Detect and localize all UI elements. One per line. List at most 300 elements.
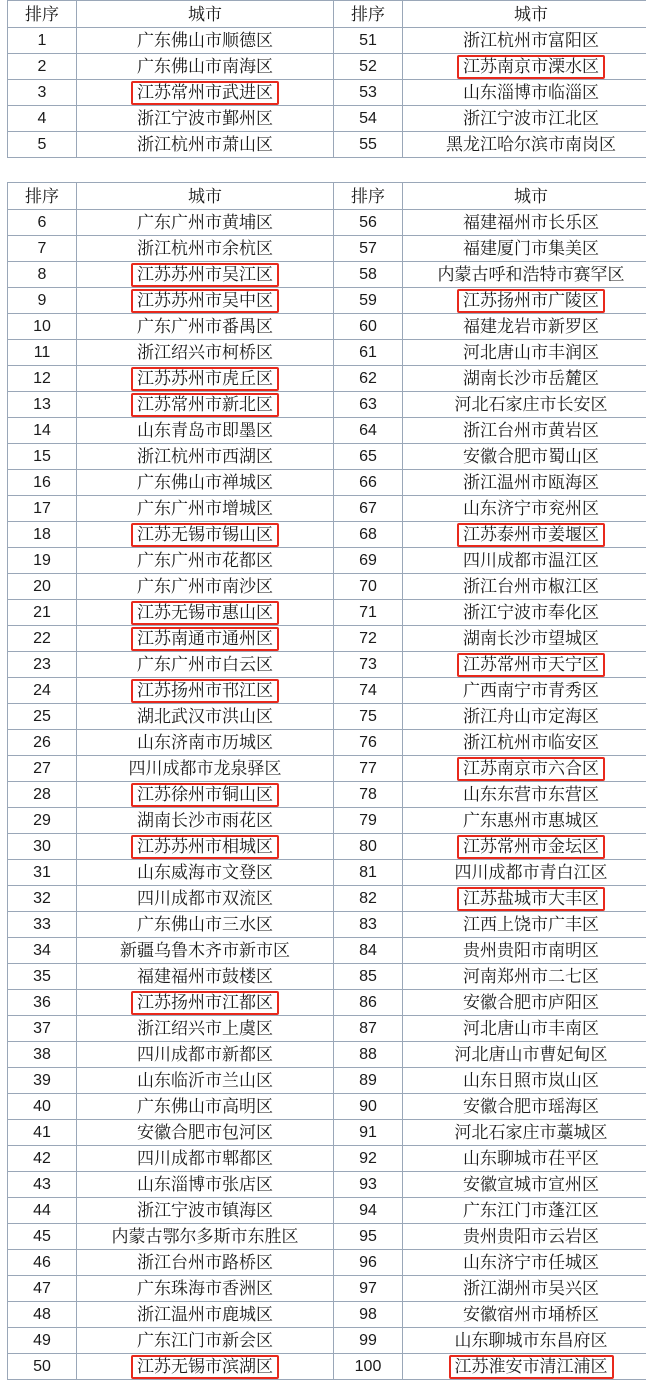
rank-right-value: 94 (355, 1200, 381, 1222)
rank-right-cell (334, 1068, 403, 1094)
rank-right-cell (334, 1172, 403, 1198)
rank-right-value: 71 (355, 602, 381, 624)
table-main-body (8, 183, 646, 1380)
city-right-value: 山东济宁市兖州区 (459, 498, 603, 520)
city-left-cell (77, 470, 334, 496)
table-row (8, 496, 646, 522)
city-right-cell (403, 1068, 646, 1094)
city-left-value: 广东广州市番禺区 (133, 316, 277, 338)
rank-left-cell (8, 1198, 77, 1224)
city-left-cell (77, 782, 334, 808)
city-left-cell (77, 938, 334, 964)
city-left-value-highlighted: 江苏南通市通州区 (131, 627, 279, 651)
city-right-value: 浙江湖州市吴兴区 (459, 1278, 603, 1300)
city-right-value-highlighted: 江苏淮安市清江浦区 (449, 1355, 614, 1379)
city-right-cell (403, 28, 646, 54)
rank-left-cell (8, 1146, 77, 1172)
rank-left-cell (8, 1016, 77, 1042)
table-row (8, 912, 646, 938)
city-left-value: 广东佛山市南海区 (133, 56, 277, 78)
rank-left-value: 42 (29, 1148, 55, 1170)
city-left-cell (77, 1068, 334, 1094)
city-left-value: 广东佛山市顺德区 (133, 30, 277, 52)
city-left-cell (77, 496, 334, 522)
city-right-cell (403, 626, 646, 652)
city-right-value: 浙江温州市瓯海区 (459, 472, 603, 494)
rank-left-cell (8, 652, 77, 678)
table-row (8, 1328, 646, 1354)
rank-left-cell (8, 886, 77, 912)
city-right-cell (403, 80, 646, 106)
city-left-value-highlighted: 江苏常州市新北区 (131, 393, 279, 417)
rank-left-value: 5 (34, 134, 51, 156)
table-row (8, 314, 646, 340)
rank-right-cell (334, 496, 403, 522)
city-right-value: 河北唐山市曹妃甸区 (451, 1044, 612, 1066)
city-right-value: 浙江台州市黄岩区 (459, 420, 603, 442)
rank-left-value: 27 (29, 758, 55, 780)
rank-right-cell (334, 808, 403, 834)
header-city-left: 城市 (77, 1, 334, 28)
rank-left-value: 34 (29, 940, 55, 962)
city-left-cell (77, 756, 334, 782)
table-row (8, 990, 646, 1016)
city-right-value: 广东江门市蓬江区 (459, 1200, 603, 1222)
rank-right-cell (334, 1120, 403, 1146)
rank-left-cell (8, 1120, 77, 1146)
rank-left-cell (8, 314, 77, 340)
city-right-value: 江西上饶市广丰区 (459, 914, 603, 936)
rank-right-cell (334, 106, 403, 132)
rank-left-value: 19 (29, 550, 55, 572)
rank-right-value: 61 (355, 342, 381, 364)
city-left-value: 浙江温州市鹿城区 (133, 1304, 277, 1326)
city-left-cell (77, 1042, 334, 1068)
table-row (8, 288, 646, 314)
city-right-value: 贵州贵阳市云岩区 (459, 1226, 603, 1248)
city-left-value: 内蒙古鄂尔多斯市东胜区 (108, 1226, 303, 1248)
rank-left-value: 7 (34, 238, 51, 260)
rank-right-value: 88 (355, 1044, 381, 1066)
city-right-cell (403, 1276, 646, 1302)
table-row (8, 964, 646, 990)
rank-right-value: 54 (355, 108, 381, 130)
header-city-right: 城市 (403, 183, 646, 210)
city-left-value: 广东广州市增城区 (133, 498, 277, 520)
rank-left-value: 25 (29, 706, 55, 728)
rank-left-cell (8, 860, 77, 886)
city-left-cell (77, 626, 334, 652)
rank-left-value: 45 (29, 1226, 55, 1248)
rank-right-cell (334, 1276, 403, 1302)
city-right-cell (403, 1146, 646, 1172)
city-right-cell (403, 1328, 646, 1354)
city-left-cell (77, 444, 334, 470)
rank-right-cell (334, 262, 403, 288)
city-right-cell (403, 886, 646, 912)
table-row (8, 1224, 646, 1250)
rank-right-value: 70 (355, 576, 381, 598)
city-right-value: 黑龙江哈尔滨市南岗区 (442, 134, 620, 156)
header-city-left: 城市 (77, 183, 334, 210)
rank-right-value: 72 (355, 628, 381, 650)
rank-right-value: 93 (355, 1174, 381, 1196)
city-left-cell (77, 600, 334, 626)
rank-right-value: 91 (355, 1122, 381, 1144)
rank-right-cell (334, 132, 403, 158)
rank-left-value: 31 (29, 862, 55, 884)
table-row (8, 756, 646, 782)
city-right-cell (403, 704, 646, 730)
city-left-cell (77, 288, 334, 314)
city-left-value: 山东淄博市张店区 (133, 1174, 277, 1196)
rank-right-cell (334, 314, 403, 340)
rank-right-value: 62 (355, 368, 381, 390)
rank-right-value: 68 (355, 524, 381, 546)
rank-right-cell (334, 1042, 403, 1068)
rank-left-value: 36 (29, 992, 55, 1014)
rank-right-value: 86 (355, 992, 381, 1014)
rank-left-cell (8, 1250, 77, 1276)
city-right-cell (403, 756, 646, 782)
table-row (8, 522, 646, 548)
city-left-value: 湖南长沙市雨花区 (133, 810, 277, 832)
city-right-value: 安徽合肥市庐阳区 (459, 992, 603, 1014)
rank-left-cell (8, 210, 77, 236)
city-left-value: 广东广州市南沙区 (133, 576, 277, 598)
rank-left-cell (8, 1042, 77, 1068)
rank-left-value: 17 (29, 498, 55, 520)
rank-right-cell (334, 470, 403, 496)
rank-right-value: 83 (355, 914, 381, 936)
table-row (8, 132, 646, 158)
rank-left-cell (8, 678, 77, 704)
rank-left-cell (8, 470, 77, 496)
city-right-cell (403, 912, 646, 938)
city-left-cell (77, 262, 334, 288)
table-row (8, 1302, 646, 1328)
table-row (8, 938, 646, 964)
city-right-value: 内蒙古呼和浩特市赛罕区 (434, 264, 629, 286)
city-right-cell (403, 834, 646, 860)
rank-right-value: 92 (355, 1148, 381, 1170)
city-left-cell (77, 366, 334, 392)
ranking-table-main (7, 182, 646, 1380)
table-row (8, 782, 646, 808)
city-right-value: 广东惠州市惠城区 (459, 810, 603, 832)
rank-right-cell (334, 418, 403, 444)
rank-right-value: 69 (355, 550, 381, 572)
rank-left-value: 11 (30, 342, 55, 364)
table-row (8, 1094, 646, 1120)
city-right-cell (403, 1172, 646, 1198)
rank-right-cell (334, 886, 403, 912)
rank-right-cell (334, 288, 403, 314)
table-row (8, 886, 646, 912)
rank-right-value: 97 (355, 1278, 381, 1300)
rank-left-cell (8, 912, 77, 938)
rank-right-cell (334, 1302, 403, 1328)
city-left-cell (77, 678, 334, 704)
rank-right-cell (334, 782, 403, 808)
rank-left-value: 37 (29, 1018, 55, 1040)
city-right-cell (403, 522, 646, 548)
city-right-value: 安徽宣城市宣州区 (459, 1174, 603, 1196)
rank-left-value: 29 (29, 810, 55, 832)
rank-left-value: 47 (29, 1278, 55, 1300)
city-right-cell (403, 1354, 646, 1380)
city-left-cell (77, 1198, 334, 1224)
rank-right-value: 96 (355, 1252, 381, 1274)
rank-left-cell (8, 1068, 77, 1094)
city-right-value-highlighted: 江苏泰州市姜堰区 (457, 523, 605, 547)
rank-left-value: 30 (29, 836, 55, 858)
city-right-value: 湖南长沙市岳麓区 (459, 368, 603, 390)
city-left-value: 山东青岛市即墨区 (133, 420, 277, 442)
city-left-value-highlighted: 江苏苏州市吴中区 (131, 289, 279, 313)
table-row (8, 1198, 646, 1224)
city-right-value-highlighted: 江苏常州市金坛区 (457, 835, 605, 859)
rank-right-cell (334, 444, 403, 470)
rank-left-value: 22 (29, 628, 55, 650)
city-right-cell (403, 236, 646, 262)
city-right-value-highlighted: 江苏扬州市广陵区 (457, 289, 605, 313)
city-left-cell (77, 106, 334, 132)
rank-right-cell (334, 1250, 403, 1276)
city-right-value: 贵州贵阳市南明区 (459, 940, 603, 962)
rank-right-value: 82 (355, 888, 381, 910)
city-left-value: 广东广州市黄埔区 (133, 212, 277, 234)
table-row (8, 1016, 646, 1042)
city-left-value: 山东威海市文登区 (133, 862, 277, 884)
rank-right-cell (334, 626, 403, 652)
rank-right-value: 80 (355, 836, 381, 858)
rank-right-cell (334, 522, 403, 548)
city-left-value: 湖北武汉市洪山区 (133, 706, 277, 728)
table-row (8, 626, 646, 652)
table-row (8, 210, 646, 236)
rank-left-cell (8, 288, 77, 314)
table-row (8, 600, 646, 626)
city-left-value: 四川成都市双流区 (133, 888, 277, 910)
city-left-value-highlighted: 江苏徐州市铜山区 (131, 783, 279, 807)
city-left-cell (77, 418, 334, 444)
rank-right-cell (334, 54, 403, 80)
city-right-cell (403, 782, 646, 808)
rank-right-cell (334, 912, 403, 938)
city-right-value-highlighted: 江苏盐城市大丰区 (457, 887, 605, 911)
rank-left-value: 48 (29, 1304, 55, 1326)
city-right-cell (403, 1302, 646, 1328)
rank-right-cell (334, 756, 403, 782)
city-left-value-highlighted: 江苏扬州市邗江区 (131, 679, 279, 703)
rank-right-value: 67 (355, 498, 381, 520)
rank-right-value: 59 (355, 290, 381, 312)
rank-right-cell (334, 1354, 403, 1380)
rank-left-value: 1 (34, 30, 51, 52)
city-right-cell (403, 652, 646, 678)
city-right-cell (403, 990, 646, 1016)
city-left-value: 广东广州市花都区 (133, 550, 277, 572)
header-rank-right: 排序 (334, 1, 403, 28)
city-left-value: 山东临沂市兰山区 (133, 1070, 277, 1092)
rank-right-cell (334, 834, 403, 860)
rank-left-cell (8, 730, 77, 756)
rank-left-cell (8, 756, 77, 782)
city-right-value: 山东淄博市临淄区 (459, 82, 603, 104)
city-left-value-highlighted: 江苏苏州市相城区 (131, 835, 279, 859)
rank-left-cell (8, 600, 77, 626)
city-right-value: 浙江台州市椒江区 (459, 576, 603, 598)
table-row (8, 1172, 646, 1198)
city-left-value: 广东江门市新会区 (133, 1330, 277, 1352)
rank-left-value: 46 (29, 1252, 55, 1274)
rank-right-cell (334, 938, 403, 964)
city-left-cell (77, 860, 334, 886)
rank-left-cell (8, 1172, 77, 1198)
city-left-cell (77, 236, 334, 262)
city-left-value: 安徽合肥市包河区 (133, 1122, 277, 1144)
city-right-cell (403, 314, 646, 340)
rank-left-value: 15 (29, 446, 55, 468)
rank-right-cell (334, 964, 403, 990)
city-left-cell (77, 80, 334, 106)
city-right-cell (403, 1094, 646, 1120)
city-left-cell (77, 1250, 334, 1276)
city-left-cell (77, 730, 334, 756)
city-right-value: 四川成都市温江区 (459, 550, 603, 572)
rank-left-value: 3 (34, 82, 51, 104)
rank-right-cell (334, 80, 403, 106)
rank-left-value: 39 (29, 1070, 55, 1092)
city-left-cell (77, 1354, 334, 1380)
rank-left-cell (8, 1224, 77, 1250)
city-right-value-highlighted: 江苏南京市溧水区 (457, 55, 605, 79)
rank-right-cell (334, 366, 403, 392)
city-left-cell (77, 28, 334, 54)
rank-left-cell (8, 574, 77, 600)
rank-right-value: 58 (355, 264, 381, 286)
city-right-cell (403, 366, 646, 392)
city-left-value-highlighted: 江苏无锡市锡山区 (131, 523, 279, 547)
city-left-value: 广东佛山市禅城区 (133, 472, 277, 494)
city-right-value: 山东东营市东营区 (459, 784, 603, 806)
rank-left-cell (8, 418, 77, 444)
rank-left-value: 4 (34, 108, 51, 130)
city-left-value-highlighted: 江苏苏州市吴江区 (131, 263, 279, 287)
table-row (8, 678, 646, 704)
rank-right-cell (334, 1328, 403, 1354)
city-right-value: 浙江宁波市奉化区 (459, 602, 603, 624)
city-right-value: 山东日照市岚山区 (459, 1070, 603, 1092)
city-right-cell (403, 496, 646, 522)
city-left-cell (77, 1172, 334, 1198)
table-top-header-row (8, 1, 646, 28)
rank-left-value: 12 (29, 368, 55, 390)
city-left-value: 浙江台州市路桥区 (133, 1252, 277, 1274)
city-right-value: 浙江宁波市江北区 (459, 108, 603, 130)
city-right-cell (403, 938, 646, 964)
city-right-value-highlighted: 江苏常州市天宁区 (457, 653, 605, 677)
city-left-value: 新疆乌鲁木齐市新市区 (116, 940, 294, 962)
city-left-value: 浙江绍兴市上虞区 (133, 1018, 277, 1040)
rank-right-value: 76 (355, 732, 381, 754)
table-row (8, 80, 646, 106)
rank-left-value: 44 (29, 1200, 55, 1222)
city-right-value: 四川成都市青白江区 (451, 862, 612, 884)
rank-left-cell (8, 782, 77, 808)
city-left-value: 浙江宁波市镇海区 (133, 1200, 277, 1222)
rank-right-value: 64 (355, 420, 381, 442)
table-row (8, 340, 646, 366)
city-left-value-highlighted: 江苏无锡市滨湖区 (131, 1355, 279, 1379)
table-row (8, 860, 646, 886)
city-left-value-highlighted: 江苏苏州市虎丘区 (131, 367, 279, 391)
rank-left-value: 2 (34, 56, 51, 78)
rank-left-cell (8, 964, 77, 990)
table-row (8, 470, 646, 496)
table-row (8, 444, 646, 470)
city-right-cell (403, 964, 646, 990)
rank-left-cell (8, 626, 77, 652)
city-right-cell (403, 808, 646, 834)
rank-left-value: 33 (29, 914, 55, 936)
city-left-cell (77, 210, 334, 236)
rank-right-cell (334, 574, 403, 600)
rank-right-cell (334, 1224, 403, 1250)
rank-left-cell (8, 1302, 77, 1328)
table-row (8, 730, 646, 756)
header-rank-left: 排序 (8, 1, 77, 28)
table-row (8, 808, 646, 834)
rank-right-cell (334, 548, 403, 574)
table-row (8, 652, 646, 678)
rank-left-cell (8, 990, 77, 1016)
rank-right-value: 53 (355, 82, 381, 104)
rank-left-cell (8, 262, 77, 288)
rank-left-cell (8, 132, 77, 158)
rank-right-value: 77 (355, 758, 381, 780)
rank-right-cell (334, 678, 403, 704)
rank-right-value: 85 (355, 966, 381, 988)
city-right-cell (403, 600, 646, 626)
city-right-cell (403, 1224, 646, 1250)
rank-right-value: 56 (355, 212, 381, 234)
ranking-table-top (7, 0, 646, 158)
rank-left-cell (8, 28, 77, 54)
rank-right-value: 90 (355, 1096, 381, 1118)
city-right-value: 浙江杭州市临安区 (459, 732, 603, 754)
city-right-cell (403, 54, 646, 80)
rank-left-value: 14 (29, 420, 55, 442)
rank-right-cell (334, 1198, 403, 1224)
table-row (8, 1146, 646, 1172)
rank-right-cell (334, 28, 403, 54)
city-left-cell (77, 1224, 334, 1250)
city-left-cell (77, 912, 334, 938)
rank-left-value: 26 (29, 732, 55, 754)
rank-right-cell (334, 860, 403, 886)
city-right-value: 福建福州市长乐区 (459, 212, 603, 234)
city-left-cell (77, 340, 334, 366)
rank-right-value: 84 (355, 940, 381, 962)
city-right-cell (403, 418, 646, 444)
table-separator (0, 158, 646, 182)
city-left-cell (77, 132, 334, 158)
city-left-cell (77, 1016, 334, 1042)
rank-left-value: 9 (34, 290, 51, 312)
rank-right-cell (334, 990, 403, 1016)
